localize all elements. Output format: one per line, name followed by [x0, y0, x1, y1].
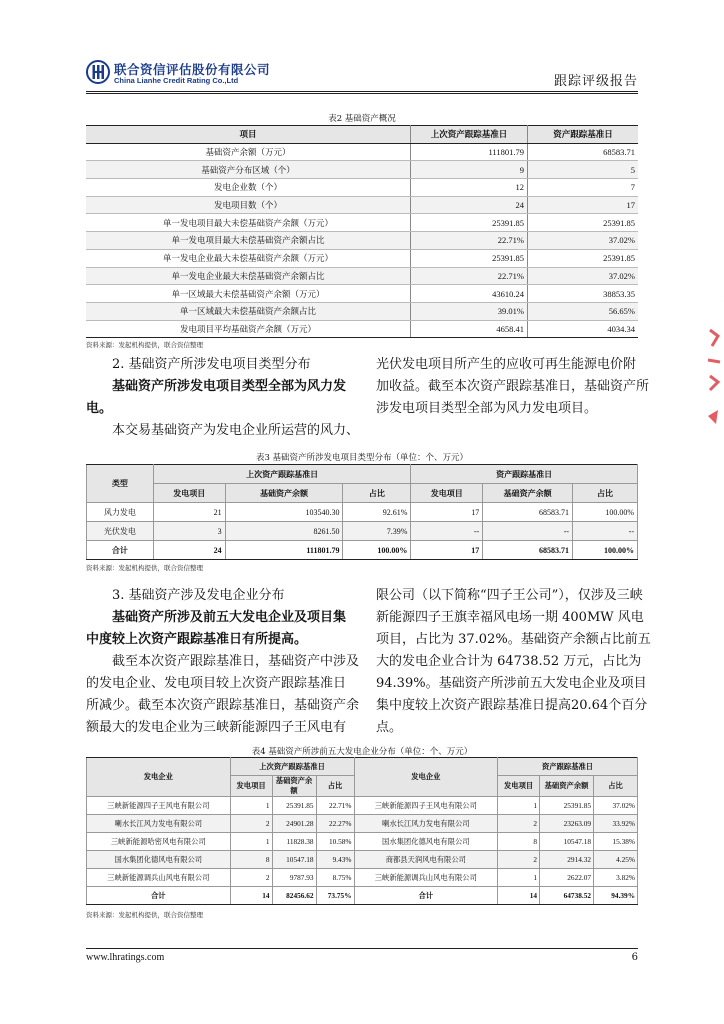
table4-sub-header: 发电项目 [498, 776, 540, 797]
table4-sub-header: 基础资产余额 [272, 776, 316, 797]
table-cell: 111801.79 [225, 541, 343, 560]
table-row [87, 522, 638, 541]
table3-source: 资料来源：发起机构提供，联合资信整理 [86, 564, 203, 572]
section2-heading: 2. 基础资产所涉发电项目类型分布 [112, 357, 311, 372]
section3-right-line: 新能源四子王旗幸福风电场一期 400MW 风电 [376, 610, 644, 625]
table-cell: 3 [153, 522, 225, 541]
table-cell: 25391.85 [528, 214, 639, 232]
table-cell: 发电企业数（个） [86, 179, 411, 197]
table-row [86, 232, 638, 250]
table-cell: 单一发电企业最大未偿基础资产余额占比 [86, 267, 411, 285]
table-cell: 2 [498, 815, 540, 833]
company-name-cn: 联合资信评估股份有限公司 [114, 62, 271, 77]
table4-group-header: 发电企业 [354, 758, 498, 797]
table-cell: 8 [498, 833, 540, 851]
table-cell: 68583.71 [528, 143, 639, 161]
table-cell: 14 [230, 887, 272, 905]
table-cell: 喇水长江风力发电有限公司 [354, 815, 498, 833]
table-cell: 国水集团化德风电有限公司 [354, 833, 498, 851]
table-cell: 2914.32 [540, 851, 594, 869]
table-cell: 7 [528, 179, 639, 197]
table-cell: 37.02% [594, 797, 638, 815]
section3-right-line: 大的发电企业合计为 64738.52 万元，占比为 [376, 654, 642, 669]
section2-left-line: 基础资产所涉发电项目类型全部为风力发 [112, 379, 347, 394]
table-cell: 4658.41 [411, 320, 528, 338]
table-cell: 94.39% [594, 887, 638, 905]
table-cell: 8 [230, 851, 272, 869]
table-row [86, 196, 638, 214]
table-cell: 8261.50 [225, 522, 343, 541]
table-cell: 单一发电项目最大未偿基础资产余额占比 [86, 232, 411, 250]
table-cell: 1 [230, 797, 272, 815]
table-cell: -- [573, 522, 638, 541]
table-cell: 2 [230, 815, 272, 833]
table2-basic-asset-overview [86, 125, 638, 338]
table3-caption: 表3 基础资产所涉发电项目类型分布（单位：个、万元） [255, 453, 469, 463]
table-row [86, 214, 638, 232]
table3-sub-header: 占比 [573, 484, 638, 503]
table-cell: 基础资产余额（万元） [86, 143, 411, 161]
table2-header: 项目 [86, 126, 411, 144]
table-cell: 1 [230, 833, 272, 851]
table-cell: 2 [230, 869, 272, 887]
section3-left-line: 基础资产所涉及前五大发电企业及项目集 [112, 610, 347, 625]
table-cell: 21 [153, 503, 225, 522]
section2-right-line: 光伏发电项目所产生的应收可再生能源电价附 [376, 357, 637, 372]
table-cell: 10547.18 [272, 851, 316, 869]
table-cell: 15.38% [594, 833, 638, 851]
section3-left-line: 所减少。截至本次资产跟踪基准日，基础资产余 [86, 698, 360, 713]
table-cell: 68583.71 [483, 541, 573, 560]
table-cell: 2 [498, 851, 540, 869]
table-cell: 100.00% [573, 541, 638, 560]
table-cell: 10.58% [316, 833, 354, 851]
table-cell: 103540.30 [225, 503, 343, 522]
table-row [87, 869, 638, 887]
table-cell: 4.25% [594, 851, 638, 869]
table-cell: 24901.28 [272, 815, 316, 833]
table-cell: 合计 [87, 887, 231, 905]
table-cell: 22.71% [411, 232, 528, 250]
table-cell: 37.02% [528, 267, 639, 285]
table-cell: 三峡新能源调兵山风电有限公司 [354, 869, 498, 887]
table3-sub-header: 基础资产余额 [225, 484, 343, 503]
table-cell: 92.61% [343, 503, 411, 522]
table3-project-type-distribution [86, 464, 638, 560]
table-cell: 发电项目数（个） [86, 196, 411, 214]
table-cell: 25391.85 [272, 797, 316, 815]
table-cell: 8.75% [316, 869, 354, 887]
table-cell: 9787.93 [272, 869, 316, 887]
table-cell: -- [483, 522, 573, 541]
table-row [87, 503, 638, 522]
table-cell: 22.71% [316, 797, 354, 815]
section2-left-line: 电。 [86, 401, 113, 416]
table2-header: 资产跟踪基准日 [528, 126, 639, 144]
table-cell: -- [411, 522, 483, 541]
table-cell: 11828.38 [272, 833, 316, 851]
section3-right-line: 限公司（以下简称“四子王公司”），仅涉及三峡 [376, 588, 643, 603]
table2-header: 上次资产跟踪基准日 [411, 126, 528, 144]
table-cell: 82456.62 [272, 887, 316, 905]
table-cell: 9 [411, 161, 528, 179]
table3-sub-header: 占比 [343, 484, 411, 503]
table-cell: 单一发电项目最大未偿基础资产余额（万元） [86, 214, 411, 232]
table4-group-header: 发电企业 [87, 758, 231, 797]
footer-divider [86, 948, 638, 949]
table-cell: 17 [411, 541, 483, 560]
table4-sub-header: 占比 [316, 776, 354, 797]
table-cell: 单一发电企业最大未偿基础资产余额（万元） [86, 249, 411, 267]
table4-group-header: 上次资产跟踪基准日 [230, 758, 354, 776]
table-cell: 4034.34 [528, 320, 639, 338]
table-cell: 73.75% [316, 887, 354, 905]
table-cell: 100.00% [343, 541, 411, 560]
section3-left-line: 中度较上次资产跟踪基准日有所提高。 [86, 632, 308, 647]
table-row [86, 143, 638, 161]
page-number: 6 [631, 952, 638, 963]
company-name-en: China Lianhe Credit Rating Co.,Ltd [114, 76, 239, 85]
table3-group-header: 类型 [87, 465, 154, 503]
company-logo-icon [86, 60, 110, 84]
header-divider-thin [86, 93, 638, 94]
table-cell: 33.92% [594, 815, 638, 833]
red-seal-stamp-icon [694, 290, 724, 450]
table-row [86, 302, 638, 320]
table2-caption: 表2 基础资产概况 [328, 114, 396, 124]
table-cell: 国水集团化德风电有限公司 [87, 851, 231, 869]
table-cell: 25391.85 [528, 249, 639, 267]
section3-heading: 3. 基础资产涉及发电企业分布 [112, 588, 285, 603]
table-cell: 三峡新能源四子王风电有限公司 [354, 797, 498, 815]
table4-sub-header: 发电项目 [230, 776, 272, 797]
table-row [86, 267, 638, 285]
table-cell: 111801.79 [411, 143, 528, 161]
table2-source: 资料来源：发起机构提供，联合资信整理 [86, 341, 203, 349]
table-cell: 10547.18 [540, 833, 594, 851]
table-cell: 1 [498, 797, 540, 815]
table-row [86, 285, 638, 303]
section3-right-line: 项目，占比为 37.02%。基础资产余额占比前五 [376, 632, 651, 647]
table-cell: 喇水长江风力发电有限公司 [87, 815, 231, 833]
table-cell: 37.02% [528, 232, 639, 250]
table-cell: 合计 [87, 541, 154, 560]
table-cell: 12 [411, 179, 528, 197]
footer-website: www.lhratings.com [86, 952, 165, 963]
table3-sub-header: 发电项目 [153, 484, 225, 503]
table-row [87, 851, 638, 869]
table-cell: 23263.09 [540, 815, 594, 833]
table4-group-header: 资产跟踪基准日 [498, 758, 638, 776]
table-total-row [87, 541, 638, 560]
table-cell: 100.00% [573, 503, 638, 522]
table-cell: 64738.52 [540, 887, 594, 905]
table-cell: 5 [528, 161, 639, 179]
table-cell: 光伏发电 [87, 522, 154, 541]
table-cell: 7.39% [343, 522, 411, 541]
section2-right-line: 涉发电项目类型全部为风力发电项目。 [376, 401, 598, 416]
section3-right-line: 集中度较上次资产跟踪基准日提高20.64个百分 [376, 698, 648, 713]
section3-right-line: 点。 [376, 720, 403, 735]
table4-top5-enterprises [86, 757, 638, 905]
table-cell: 24 [153, 541, 225, 560]
table-cell: 22.71% [411, 267, 528, 285]
table-cell: 68583.71 [483, 503, 573, 522]
table-cell: 合计 [354, 887, 498, 905]
table-cell: 22.27% [316, 815, 354, 833]
section3-left-line: 额最大的发电企业为三峡新能源四子王风电有 [86, 720, 347, 735]
table-cell: 25391.85 [411, 214, 528, 232]
table-cell: 17 [411, 503, 483, 522]
table-cell: 商都县天润风电有限公司 [354, 851, 498, 869]
table4-sub-header: 基础资产余额 [540, 776, 594, 797]
table-cell: 1 [498, 869, 540, 887]
table-row [87, 815, 638, 833]
table-cell: 25391.85 [540, 797, 594, 815]
table-cell: 三峡新能源四子王风电有限公司 [87, 797, 231, 815]
table-row [87, 833, 638, 851]
table3-group-header: 资产跟踪基准日 [411, 465, 638, 484]
table-total-row [87, 887, 638, 905]
table-row [86, 249, 638, 267]
table-cell: 三峡新能源哈密风电有限公司 [87, 833, 231, 851]
header-divider [86, 91, 638, 92]
table-cell: 2622.07 [540, 869, 594, 887]
table-cell: 风力发电 [87, 503, 154, 522]
table4-source: 资料来源：发起机构提供，联合资信整理 [86, 911, 203, 919]
table3-group-header: 上次资产跟踪基准日 [153, 465, 411, 484]
table-cell: 9.43% [316, 851, 354, 869]
table-cell: 14 [498, 887, 540, 905]
table3-sub-header: 发电项目 [411, 484, 483, 503]
table-cell: 56.65% [528, 302, 639, 320]
table-cell: 17 [528, 196, 639, 214]
table-cell: 三峡新能源调兵山风电有限公司 [87, 869, 231, 887]
table-row [86, 161, 638, 179]
table-cell: 25391.85 [411, 249, 528, 267]
table-cell: 43610.24 [411, 285, 528, 303]
table-cell: 38853.35 [528, 285, 639, 303]
table-cell: 基础资产分布区域（个） [86, 161, 411, 179]
table-cell: 24 [411, 196, 528, 214]
section2-right-line: 加收益。截至本次资产跟踪基准日，基础资产所 [376, 379, 650, 394]
section2-left-line: 本交易基础资产为发电企业所运营的风力、 [112, 423, 360, 438]
section3-right-line: 94.39%。基础资产所涉前五大发电企业及项目 [376, 676, 647, 691]
table-row [87, 797, 638, 815]
table-cell: 单一区域最大未偿基础资产余额占比 [86, 302, 411, 320]
table-cell: 单一区域最大未偿基础资产余额（万元） [86, 285, 411, 303]
table-row [86, 179, 638, 197]
section3-left-line: 的发电企业、发电项目较上次资产跟踪基准日 [86, 676, 347, 691]
table-cell: 3.82% [594, 869, 638, 887]
table4-sub-header: 占比 [594, 776, 638, 797]
table-cell: 39.01% [411, 302, 528, 320]
table4-caption: 表4 基础资产所涉前五大发电企业分布（单位：个、万元） [251, 747, 473, 757]
table3-sub-header: 基础资产余额 [483, 484, 573, 503]
section3-left-line: 截至本次资产跟踪基准日，基础资产中涉及 [112, 654, 360, 669]
table-row [86, 320, 638, 338]
table-cell: 发电项目平均基础资产余额（万元） [86, 320, 411, 338]
report-type: 跟踪评级报告 [553, 74, 638, 89]
